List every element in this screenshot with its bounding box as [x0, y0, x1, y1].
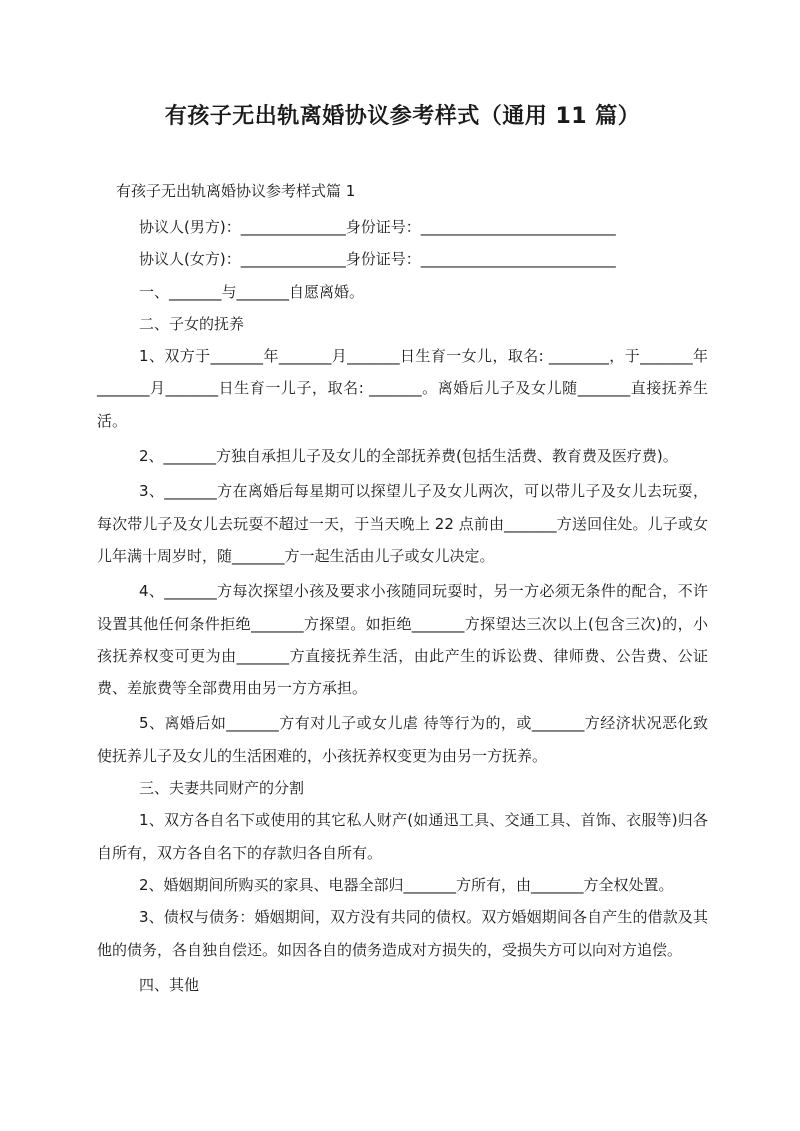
paragraph: 5、离婚后如_______方有对儿子或女儿虐 待等行为的，或_______方经济状况恶化致使抚养儿子及女儿的生活困难的，小孩抚养权变更为由另一方抚养。	[97, 714, 708, 765]
section-title: 有孩子无出轨离婚协议参考样式篇 1	[116, 182, 356, 200]
document-title: 有孩子无出轨离婚协议参考样式（通用 11 篇）	[164, 104, 641, 129]
paragraph: 协议人(女方)：______________身份证号：__________________________	[139, 250, 616, 269]
document-body	[97, 211, 708, 1001]
paragraph: 4、_______方每次探望小孩及要求小孩随同玩耍时，另一方必须无条件的配合，不许设置其他任何条件拒绝_______方探望。如拒绝_______方探望达三次以上(包含三次)的，小孩抚养权变可更为由_______方直接抚养生活，由此产生的诉讼费、律师费、公告费、公证费、差旅费等全部费用由另一方方承担。	[97, 582, 708, 698]
paragraph: 2、婚姻期间所购买的家具、电器全部归_______方所有，由_______方全权处置。	[139, 875, 674, 894]
paragraph: 二、子女的抚养	[139, 314, 245, 333]
paragraph: 2、_______方独自承担儿子及女儿的全部抚养费(包括生活费、教育费及医疗费)。	[139, 447, 678, 466]
paragraph: 三、夫妻共同财产的分割	[139, 779, 305, 798]
paragraph: 3、债权与债务：婚姻期间，双方没有共同的债权。双方婚姻期间各自产生的借款及其他的债务，各自独自偿还。如因各自的债务造成对方损失的，受损失方可以向对方追偿。	[97, 908, 708, 959]
paragraph: 1、双方于_______年_______月_______日生育一女儿，取名: ________，于_______年_______月_______日生育一儿子，取名: _______。离婚后儿子及女儿随_______直接抚养生活。	[97, 347, 708, 430]
paragraph: 3、_______方在离婚后每星期可以探望儿子及女儿两次，可以带儿子及女儿去玩耍，每次带儿子及女儿去玩耍不超过一天，于当天晚上 22 点前由_______方送回住处。儿子或女儿年满十周岁时，随_______方一起生活由儿子或女儿决定。	[97, 482, 708, 565]
paragraph: 四、其他	[139, 975, 200, 994]
paragraph: 1、双方各自名下或使用的其它私人财产(如通迅工具、交通工具、首饰、衣服等)归各自所有，双方各自名下的存款归各自所有。	[97, 811, 708, 862]
paragraph: 协议人(男方)：______________身份证号：__________________________	[139, 218, 616, 236]
paragraph: 一、_______与_______自愿离婚。	[139, 282, 365, 301]
